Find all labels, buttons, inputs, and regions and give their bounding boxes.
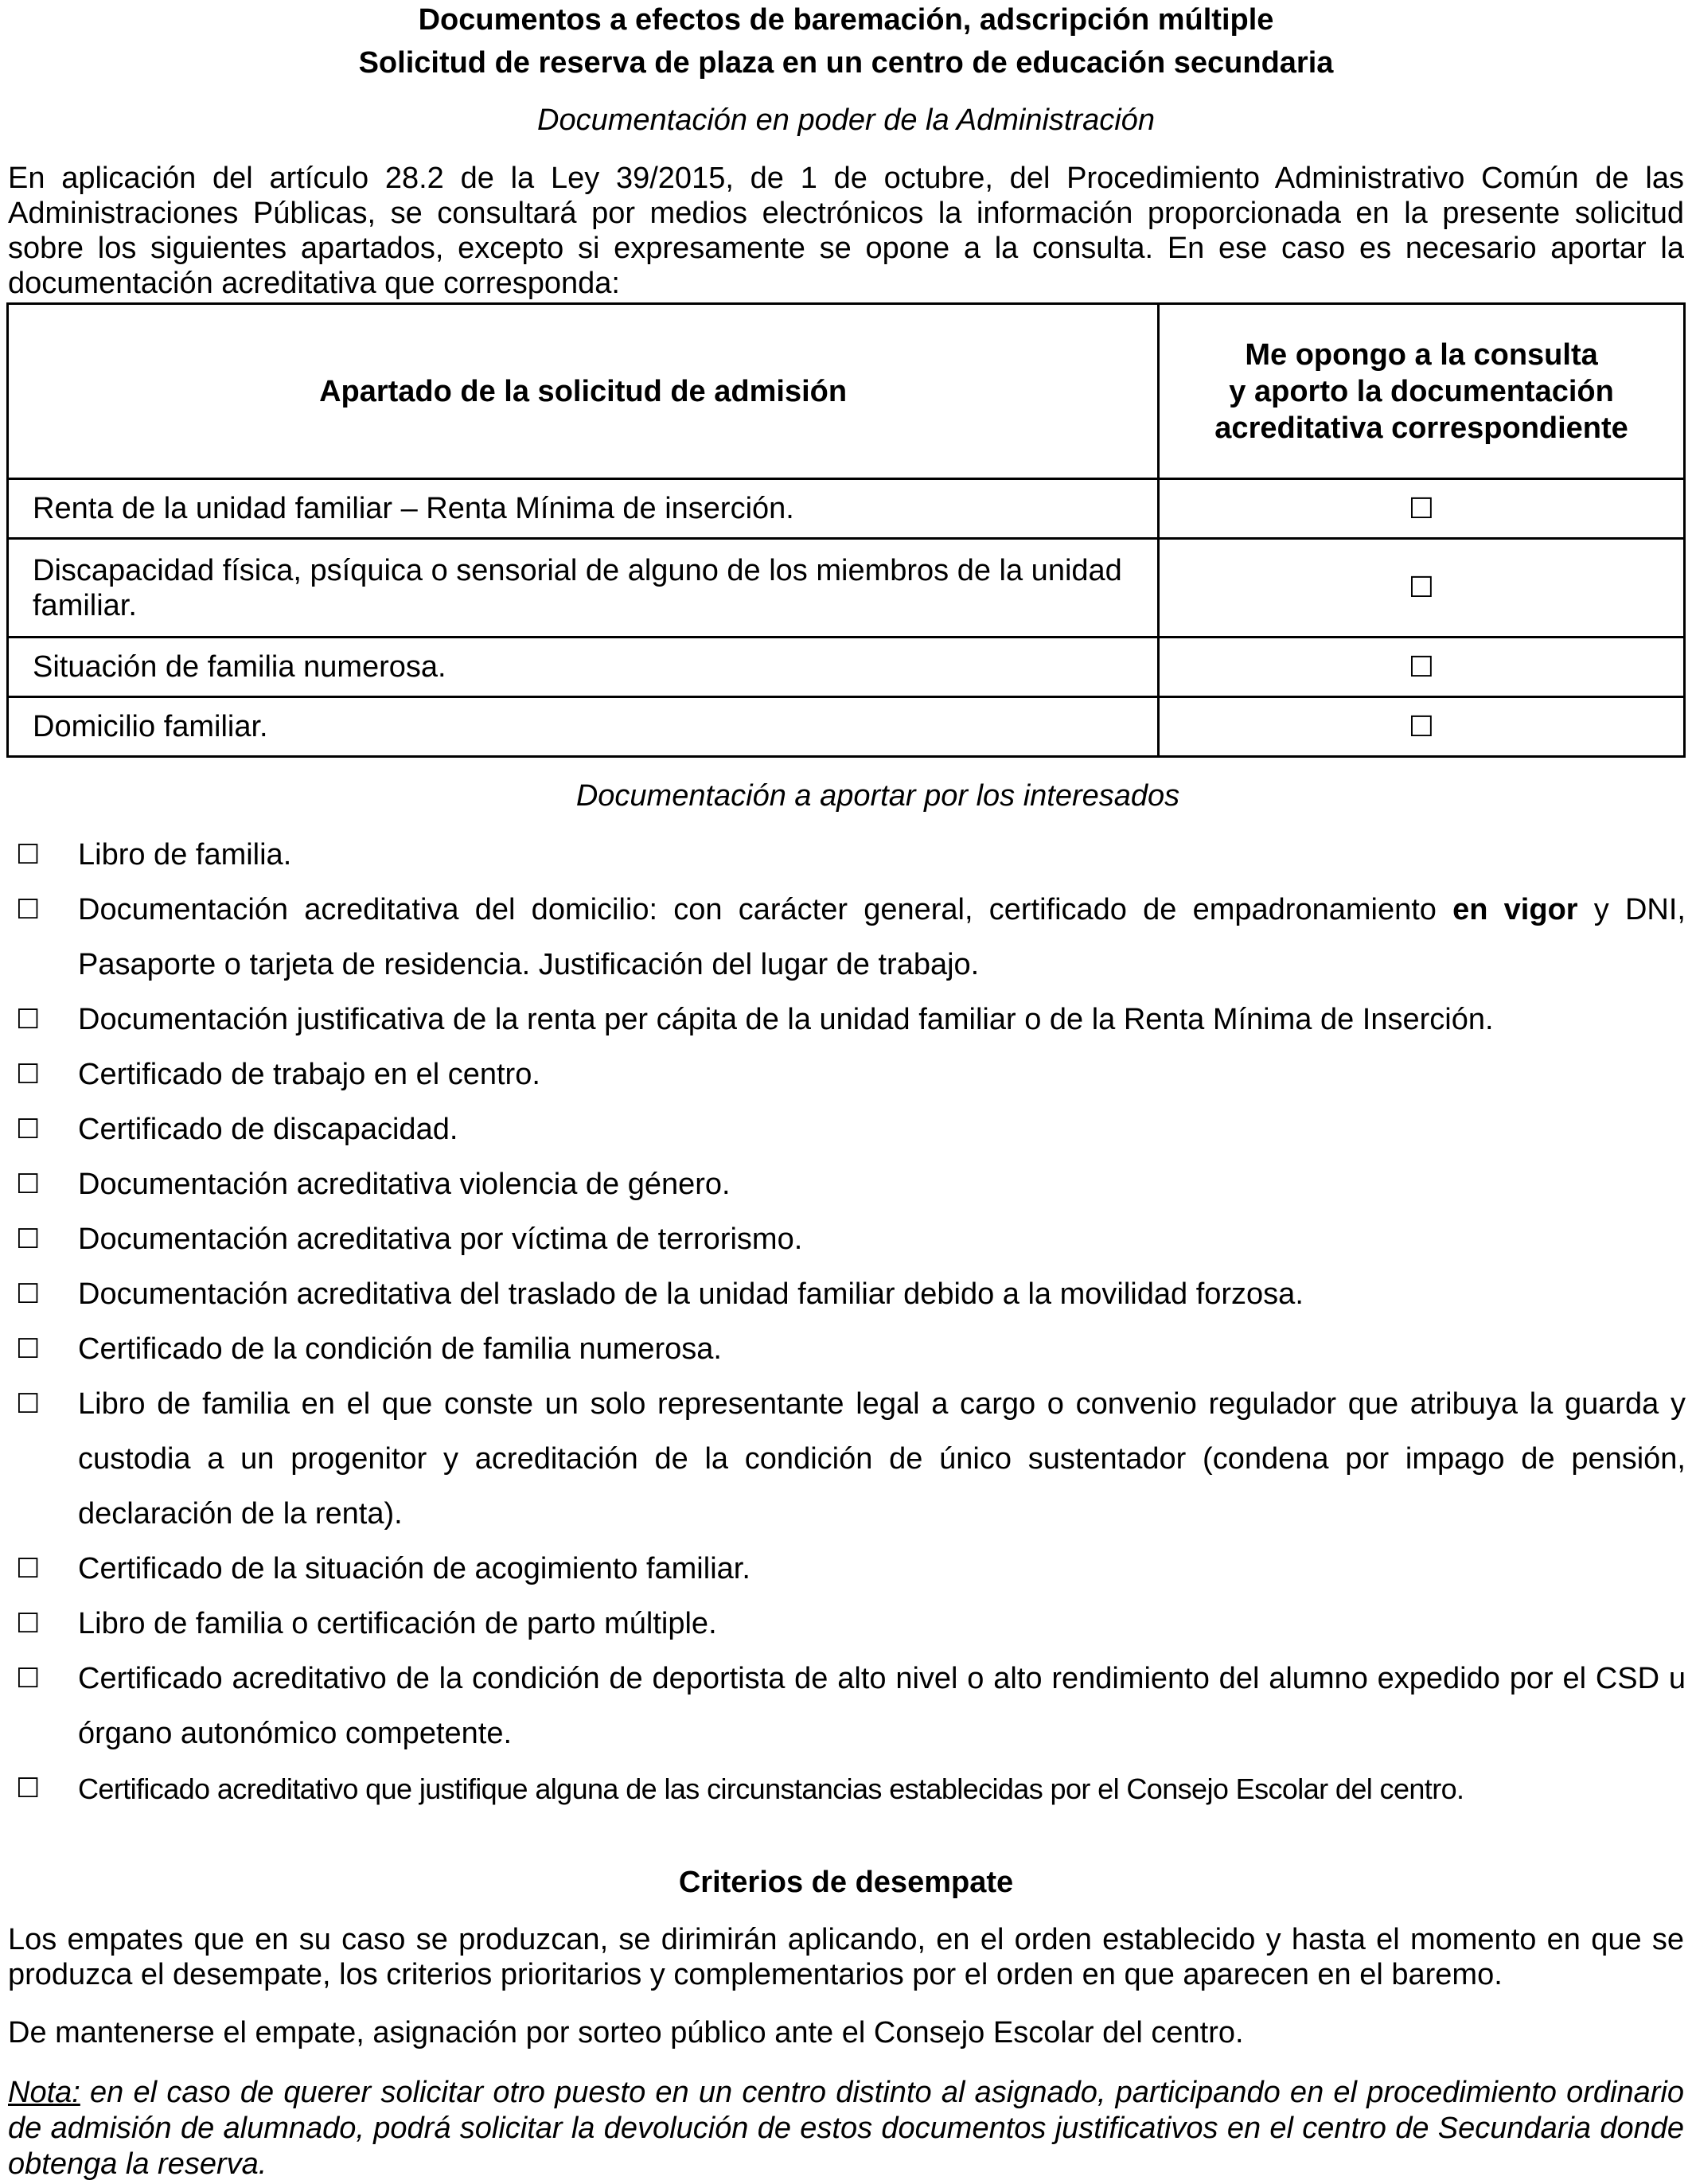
footnote-label: Nota: xyxy=(8,2076,80,2109)
doc-checkbox[interactable]: ☐ xyxy=(16,1553,41,1585)
list-item xyxy=(0,993,1692,1047)
doc-item-text-bold: en vigor xyxy=(1452,893,1578,926)
list-item xyxy=(0,1322,1692,1377)
admin-section-title: Documentación en poder de la Administración xyxy=(537,103,1155,137)
list-item xyxy=(0,1652,1692,1761)
doc-item-text: Documentación acreditativa violencia de género. xyxy=(78,1168,731,1201)
consult-table-header-row xyxy=(8,304,1685,479)
doc-checkbox[interactable]: ☐ xyxy=(16,1773,41,1804)
col-header-oppose xyxy=(1159,304,1685,479)
row-label-domicilio: Domicilio familiar. xyxy=(8,697,1159,757)
doc-checkbox[interactable]: ☐ xyxy=(16,1278,41,1310)
table-row xyxy=(8,697,1685,757)
footnote xyxy=(8,2075,1684,2182)
list-item xyxy=(0,1267,1692,1322)
doc-checkbox[interactable]: ☐ xyxy=(16,1223,41,1255)
doc-item-text: Libro de familia en el que conste un solo representante legal a cargo o convenio regulador que atribuya la guarda y custodia a un progenitor y acreditación de la condición de único sustentador (condena por impago de pensión, declaración de la renta). xyxy=(78,1387,1686,1531)
row-label-renta: Renta de la unidad familiar – Renta Mínima de inserción. xyxy=(8,479,1159,539)
tiebreak-paragraph-2: De mantenerse el empate, asignación por sorteo público ante el Consejo Escolar del centro. xyxy=(8,2016,1244,2049)
doc-item-text: Certificado de trabajo en el centro. xyxy=(78,1058,540,1091)
list-item xyxy=(0,1212,1692,1267)
document-title-line1: Documentos a efectos de baremación, adscripción múltiple xyxy=(418,3,1274,37)
list-item xyxy=(0,1102,1692,1157)
doc-item-text xyxy=(78,883,1686,993)
list-item xyxy=(0,883,1692,993)
doc-item-text-part: Documentación acreditativa del domicilio: con carácter general, certificado de empadronamiento xyxy=(78,893,1453,926)
doc-item-text: Certificado de la condición de familia numerosa. xyxy=(78,1332,722,1366)
doc-checkbox[interactable]: ☐ xyxy=(16,1113,41,1145)
doc-item-text: Certificado acreditativo de la condición de deportista de alto nivel o alto rendimiento del alumno expedido por el CSD u órgano autonómico competente. xyxy=(78,1662,1686,1750)
doc-item-text: Certificado de discapacidad. xyxy=(78,1113,458,1146)
document-checklist xyxy=(0,828,1692,1816)
doc-item-text: Documentación justificativa de la renta per cápita de la unidad familiar o de la Renta Mínima de Inserción. xyxy=(78,1003,1494,1036)
col-header-oppose-line3: acreditativa correspondiente xyxy=(1214,411,1628,445)
footnote-text: en el caso de querer solicitar otro puesto en un centro distinto al asignado, participando en el procedimiento ordinario de admisión de alumnado, podrá solicitar la devolución de estos documentos justificativos en el centro de Secundaria donde obtenga la reserva. xyxy=(8,2076,1684,2181)
table-row xyxy=(8,539,1685,638)
doc-item-text: Documentación acreditativa del traslado de la unidad familiar debido a la movilidad forzosa. xyxy=(78,1277,1304,1311)
doc-checkbox[interactable]: ☐ xyxy=(16,1388,41,1420)
col-header-oppose-line1: Me opongo a la consulta xyxy=(1245,337,1598,372)
doc-item-text: Documentación acreditativa por víctima de terrorismo. xyxy=(78,1223,803,1256)
col-header-section: Apartado de la solicitud de admisión xyxy=(8,304,1159,479)
doc-checkbox[interactable]: ☐ xyxy=(16,1333,41,1365)
consult-table xyxy=(6,302,1686,758)
doc-checkbox[interactable]: ☐ xyxy=(16,894,41,926)
oppose-checkbox-discapacidad[interactable]: ☐ xyxy=(1159,539,1685,638)
doc-checkbox[interactable]: ☐ xyxy=(16,1168,41,1200)
tiebreak-title: Criterios de desempate xyxy=(678,1866,1014,1899)
oppose-checkbox-renta[interactable]: ☐ xyxy=(1159,479,1685,539)
intro-paragraph: En aplicación del artículo 28.2 de la Ley 39/2015, de 1 de octubre, del Procedimiento Administrativo Común de las Administraciones Públicas, se consultará por medios electrónicos la información proporcionada en la presente solicitud sobre los siguientes apartados, excepto si expresamente se opone a la consulta. En ese caso es necesario aportar la documentación acreditativa que corresponda: xyxy=(8,162,1684,300)
doc-checkbox[interactable]: ☐ xyxy=(16,1059,41,1090)
doc-item-text: Libro de familia. xyxy=(78,838,292,872)
list-item xyxy=(0,1047,1692,1102)
oppose-checkbox-familia-numerosa[interactable]: ☐ xyxy=(1159,638,1685,697)
oppose-checkbox-domicilio[interactable]: ☐ xyxy=(1159,697,1685,757)
interested-section-title: Documentación a aportar por los interesados xyxy=(575,779,1180,813)
list-item xyxy=(0,1542,1692,1597)
document-title-line2: Solicitud de reserva de plaza en un centro de educación secundaria xyxy=(358,46,1334,80)
doc-checkbox[interactable]: ☐ xyxy=(16,1663,41,1695)
doc-item-text: Certificado acreditativo que justifique alguna de las circunstancias establecidas por el Consejo Escolar del centro. xyxy=(78,1773,1464,1805)
doc-item-text: Libro de familia o certificación de parto múltiple. xyxy=(78,1607,717,1640)
doc-checkbox[interactable]: ☐ xyxy=(16,1608,41,1640)
col-header-oppose-line2: y aporto la documentación xyxy=(1229,374,1614,408)
list-item xyxy=(0,1597,1692,1652)
doc-checkbox[interactable]: ☐ xyxy=(16,839,41,871)
list-item xyxy=(0,1377,1692,1542)
row-label-familia-numerosa: Situación de familia numerosa. xyxy=(8,638,1159,697)
doc-item-text-part: y DNI, Pasaporte o tarjeta de residencia. Justificación del lugar de trabajo. xyxy=(78,893,1686,981)
row-label-discapacidad: Discapacidad física, psíquica o sensorial de alguno de los miembros de la unidad familiar. xyxy=(8,539,1159,638)
tiebreak-paragraph-1: Los empates que en su caso se produzcan, se dirimirán aplicando, en el orden establecido y hasta el momento en que se produzca el desempate, los criterios prioritarios y complementarios por el orden en que aparecen en el baremo. xyxy=(8,1923,1684,1991)
list-item xyxy=(0,1761,1692,1816)
doc-item-text: Certificado de la situación de acogimiento familiar. xyxy=(78,1552,750,1585)
list-item xyxy=(0,1157,1692,1212)
table-row xyxy=(8,638,1685,697)
table-row xyxy=(8,479,1685,539)
doc-checkbox[interactable]: ☐ xyxy=(16,1004,41,1035)
list-item xyxy=(0,828,1692,883)
